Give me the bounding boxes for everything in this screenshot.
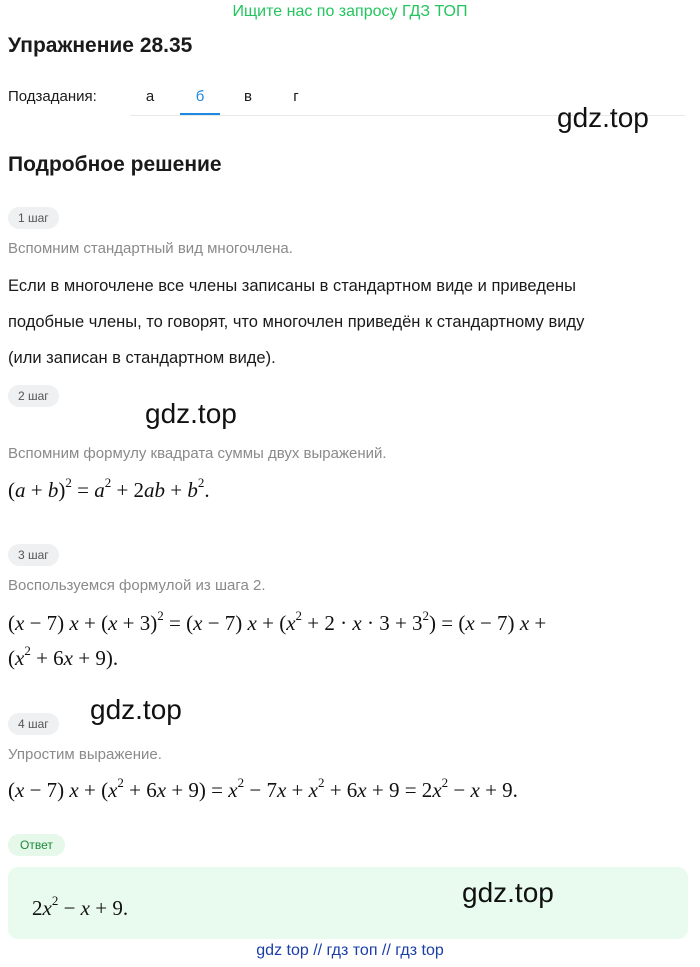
step-3-expression-line-1: (x − 7) $x + (x + 3)^2 = (x - 7)$ $x + (x^2 + 2 \cdot x \cdot 3 + 3^2) = (x - 7) x$ + <box>8 608 547 635</box>
step-1-hint: Вспомним стандартный вид многочлена. <box>8 240 293 257</box>
step-1-line-2: подобные члены, то говорят, что многочлен приведён к стандартному виду <box>8 313 585 331</box>
step-3-badge: 3 шаг <box>8 544 59 566</box>
step-2-hint: Вспомним формулу квадрата суммы двух выражений. <box>8 445 387 462</box>
watermark: gdz.top <box>90 694 182 725</box>
step-4-hint: Упростим выражение. <box>8 746 162 763</box>
section-title: Подробное решение <box>8 153 222 176</box>
tab-b[interactable]: б <box>195 88 205 105</box>
step-4-expression: (x − 7) $x + (x^2 + 6x + 9) = x^2 - 7x + x^2 + 6x + 9 = 2x^2 - x + 9$. <box>8 775 518 802</box>
active-tab-indicator <box>180 113 220 115</box>
watermark: gdz.top <box>462 877 554 908</box>
step-1-badge: 1 шаг <box>8 207 59 229</box>
step-2-badge: 2 шаг <box>8 385 59 407</box>
answer-badge: Ответ <box>8 834 65 856</box>
tab-v[interactable]: в <box>244 88 252 105</box>
step-1-line-1: Если в многочлене все члены записаны в стандартном виде и приведены <box>8 277 576 295</box>
step-1-line-3: (или записан в стандартном виде). <box>8 349 276 367</box>
answer-expression: $2x^2 - x + 9$. <box>32 893 129 920</box>
formula-square-of-sum: $(a + b)^2 = a^2 + 2ab + b^2$. <box>8 475 210 502</box>
page-title: Упражнение 28.35 <box>8 34 193 57</box>
top-banner: Ищите нас по запросу ГДЗ ТОП <box>232 3 468 20</box>
watermark: gdz.top <box>557 102 649 133</box>
step-3-expression-line-2: $(x^2 + 6x + 9)$. <box>8 643 119 670</box>
subtasks-label: Подзадания: <box>8 88 97 105</box>
footer-links[interactable]: gdz top // гдз топ // гдз top <box>256 942 444 959</box>
step-4-badge: 4 шаг <box>8 713 59 735</box>
tab-g[interactable]: г <box>293 88 299 105</box>
step-3-hint: Воспользуемся формулой из шага 2. <box>8 577 266 594</box>
tab-a[interactable]: а <box>145 88 155 105</box>
watermark: gdz.top <box>145 398 237 429</box>
step-1-text <box>8 268 688 376</box>
